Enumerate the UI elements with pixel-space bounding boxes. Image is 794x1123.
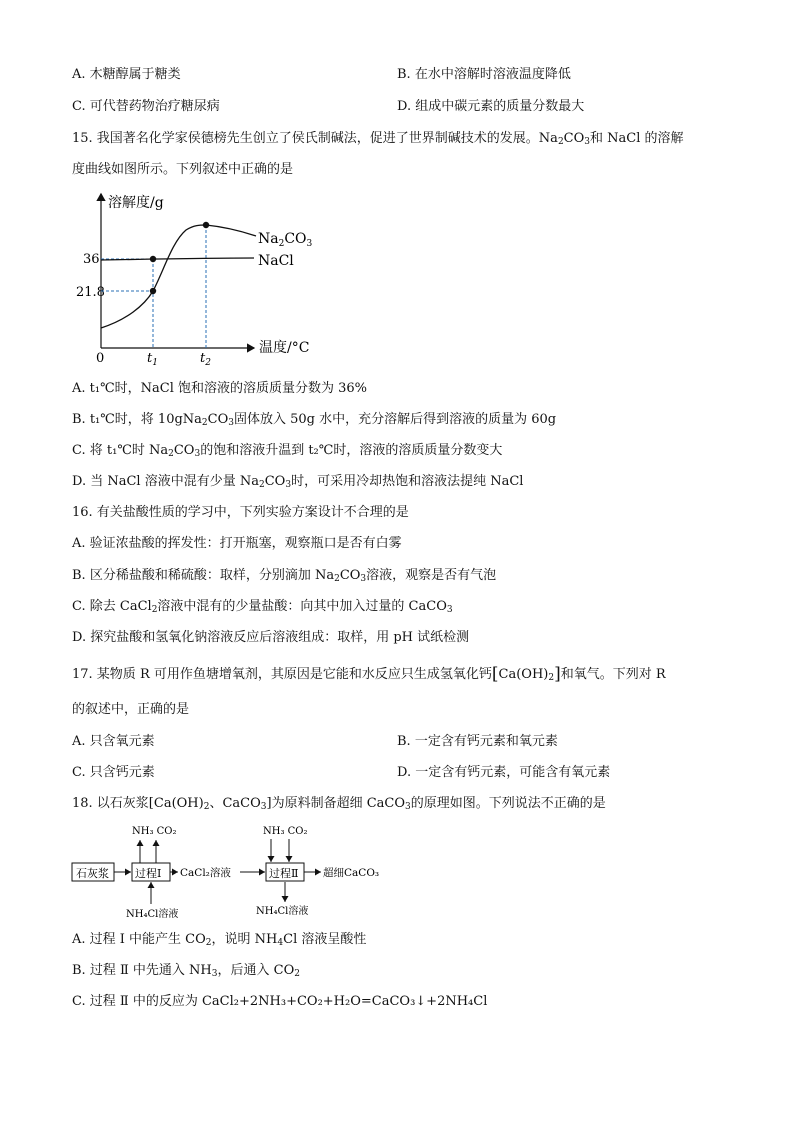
label-cacl2-solution: CaCl₂溶液 [180, 867, 231, 879]
label-nh4cl-out: NH₄Cl溶液 [256, 906, 309, 917]
q14-option-d: D. 组成中碳元素的质量分数最大 [397, 99, 585, 114]
q15-option-c: C. 将 t₁℃时 $Na_2CO_3$的饱和溶液升温到 t₂℃时，溶液的溶质质量分数变大 [72, 443, 503, 459]
label-gases-in: NH₃ CO₂ [263, 826, 308, 837]
point-t2-peak [203, 222, 209, 228]
solubility-chart [76, 188, 326, 368]
origin-label: 0 [96, 351, 105, 366]
q17-stem-line1: 17. 某物质 R 可用作鱼塘增氧剂，其原因是它能和水反应只生成氢氧化钙$[Ca(OH)_2]$和氧气。下列对 R [72, 664, 666, 684]
x-tick-t2: $t_2$ [200, 351, 211, 368]
y-tick-21.8: 21.8 [76, 285, 105, 300]
q17-stem-line2: 的叙述中，正确的是 [72, 702, 190, 717]
q17-option-a: A. 只含氧元素 [72, 734, 155, 749]
label-nh4cl-in: NH₄Cl溶液 [126, 909, 179, 920]
q16-option-d: D. 探究盐酸和氢氧化钠溶液反应后溶液组成：取样，用 pH 试纸检测 [72, 630, 470, 645]
label-product: 超细CaCO₃ [323, 867, 380, 879]
svg-text:过程Ⅰ: 过程Ⅰ [135, 867, 162, 880]
q14-option-c: C. 可代替药物治疗糖尿病 [72, 99, 220, 114]
point-t1-21.8 [150, 288, 156, 294]
q15-option-b: B. t₁℃时，将 $10gNa_2CO_3$固体放入 50g 水中，充分溶解后得到溶液的质量为 60g [72, 412, 557, 428]
q15-stem-line1: 15. 我国著名化学家侯德榜先生创立了侯氏制碱法，促进了世界制碱技术的发展。$Na_2CO_3$和 NaCl 的溶解 [72, 131, 684, 147]
point-t1-36 [150, 256, 156, 262]
q17-option-b: B. 一定含有钙元素和氧元素 [397, 734, 558, 749]
q18-option-b: B. 过程 Ⅱ 中先通入 $NH_3$，后通入 $CO_2$ [72, 963, 300, 979]
q16-option-a: A. 验证浓盐酸的挥发性：打开瓶塞，观察瓶口是否有白雾 [72, 536, 402, 551]
q16-option-c: C. 除去 CaCl$_2$溶液中混有的少量盐酸：向其中加入过量的 CaCO$_3$ [72, 599, 453, 615]
label-gases-out: NH₃ CO₂ [132, 826, 177, 837]
y-axis-label: 溶解度/g [108, 195, 164, 211]
svg-text:石灰浆: 石灰浆 [76, 867, 109, 880]
q15-option-a: A. t₁℃时，NaCl 饱和溶液的溶质质量分数为 36% [72, 381, 368, 396]
q15-option-d: D. 当 NaCl 溶液中混有少量 $Na_2CO_3$时，可采用冷却热饱和溶液法提纯 NaCl [72, 474, 524, 490]
series-na2co3-curve [101, 225, 256, 328]
q15-stem-line2: 度曲线如图所示。下列叙述中正确的是 [72, 162, 294, 177]
svg-text:过程Ⅱ: 过程Ⅱ [269, 867, 299, 880]
q17-option-c: C. 只含钙元素 [72, 765, 155, 780]
q14-option-b: B. 在水中溶解时溶液温度降低 [397, 67, 571, 82]
series-nacl-curve [101, 258, 254, 260]
q16-stem: 16. 有关盐酸性质的学习中，下列实验方案设计不合理的是 [72, 505, 409, 520]
x-tick-t1: $t_1$ [147, 351, 158, 368]
process-diagram [70, 822, 390, 922]
x-axis-label: 温度/°C [259, 340, 310, 356]
q16-option-b: B. 区分稀盐酸和稀硫酸：取样，分别滴加 $Na_2CO_3$溶液，观察是否有气泡 [72, 568, 497, 584]
q17-option-d: D. 一定含有钙元素，可能含有氧元素 [397, 765, 611, 780]
y-tick-36: 36 [83, 252, 100, 267]
q14-option-a: A. 木糖醇属于糖类 [72, 67, 181, 82]
q18-option-c: C. 过程 Ⅱ 中的反应为 CaCl₂+2NH₃+CO₂+H₂O=CaCO₃↓+2NH₄Cl [72, 994, 488, 1009]
q18-option-a: A. 过程 Ⅰ 中能产生 $CO_2$，说明 $NH_4Cl$ 溶液呈酸性 [72, 932, 367, 948]
series-label-nacl: NaCl [258, 253, 294, 269]
series-label-na2co3: $Na_2CO_3$ [258, 231, 313, 249]
q18-stem: 18. 以石灰浆[$Ca(OH)_2$、CaCO$_3$]为原料制备超细 CaCO$_3$的原理如图。下列说法不正确的是 [72, 796, 606, 812]
